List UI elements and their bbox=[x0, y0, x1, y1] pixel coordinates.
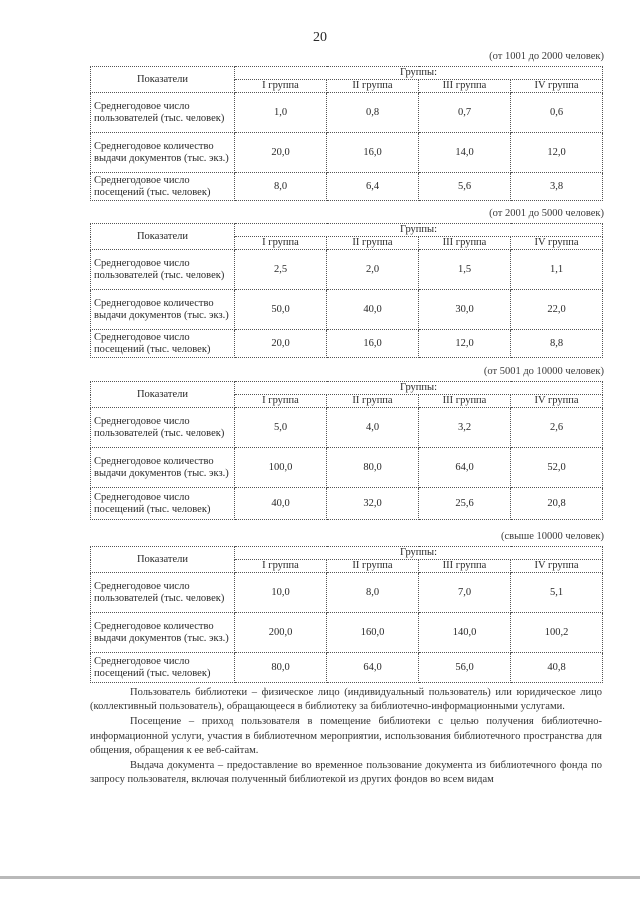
row-label: Среднегодовое число посещений (тыс. человек) bbox=[91, 173, 235, 201]
row-label: Среднегодовое количество выдачи документов (тыс. экз.) bbox=[91, 448, 235, 488]
groups-header: Группы: bbox=[235, 382, 603, 395]
scan-bottom-edge bbox=[0, 876, 640, 879]
table-range-caption: (от 2001 до 5000 человек) bbox=[489, 208, 604, 219]
table-range-caption: (от 1001 до 2000 человек) bbox=[489, 51, 604, 62]
table-row bbox=[91, 93, 603, 133]
row-label: Среднегодовое число посещений (тыс. человек) bbox=[91, 488, 235, 520]
value-cell: 140,0 bbox=[419, 613, 511, 653]
value-cell: 2,0 bbox=[327, 250, 419, 290]
row-label: Среднегодовое число посещений (тыс. человек) bbox=[91, 330, 235, 358]
value-cell: 30,0 bbox=[419, 290, 511, 330]
table-row bbox=[91, 250, 603, 290]
value-cell: 2,5 bbox=[235, 250, 327, 290]
value-cell: 20,0 bbox=[235, 330, 327, 358]
value-cell: 160,0 bbox=[327, 613, 419, 653]
value-cell: 5,1 bbox=[511, 573, 603, 613]
value-cell: 5,6 bbox=[419, 173, 511, 201]
table-row bbox=[91, 613, 603, 653]
row-label: Среднегодовое число пользователей (тыс. человек) bbox=[91, 573, 235, 613]
value-cell: 80,0 bbox=[235, 653, 327, 683]
table-row bbox=[91, 653, 603, 683]
value-cell: 3,2 bbox=[419, 408, 511, 448]
value-cell: 7,0 bbox=[419, 573, 511, 613]
definition-paragraph: Выдача документа – предоставление во временное пользование документа из библиотечного фонда по запросу пользователя, включая полученный библиотекой из других фондов во всем видам bbox=[90, 760, 602, 786]
value-cell: 25,6 bbox=[419, 488, 511, 520]
value-cell: 20,0 bbox=[235, 133, 327, 173]
value-cell: 4,0 bbox=[327, 408, 419, 448]
group-header: III группа bbox=[419, 560, 511, 573]
value-cell: 56,0 bbox=[419, 653, 511, 683]
row-label: Среднегодовое количество выдачи документов (тыс. экз.) bbox=[91, 613, 235, 653]
value-cell: 12,0 bbox=[419, 330, 511, 358]
groups-header: Группы: bbox=[235, 67, 603, 80]
group-header: III группа bbox=[419, 237, 511, 250]
group-header: II группа bbox=[327, 80, 419, 93]
value-cell: 14,0 bbox=[419, 133, 511, 173]
value-cell: 52,0 bbox=[511, 448, 603, 488]
indicators-header: Показатели bbox=[91, 547, 235, 573]
value-cell: 0,7 bbox=[419, 93, 511, 133]
groups-header: Группы: bbox=[235, 224, 603, 237]
table-row bbox=[91, 133, 603, 173]
value-cell: 100,2 bbox=[511, 613, 603, 653]
group-header: III группа bbox=[419, 80, 511, 93]
page-number: 20 bbox=[313, 30, 327, 45]
value-cell: 8,8 bbox=[511, 330, 603, 358]
group-header: IV группа bbox=[511, 80, 603, 93]
group-header: IV группа bbox=[511, 237, 603, 250]
value-cell: 0,8 bbox=[327, 93, 419, 133]
value-cell: 50,0 bbox=[235, 290, 327, 330]
value-cell: 40,0 bbox=[327, 290, 419, 330]
row-label: Среднегодовое число пользователей (тыс. человек) bbox=[91, 250, 235, 290]
value-cell: 20,8 bbox=[511, 488, 603, 520]
row-label: Среднегодовое число пользователей (тыс. человек) bbox=[91, 93, 235, 133]
value-cell: 32,0 bbox=[327, 488, 419, 520]
table-row bbox=[91, 573, 603, 613]
value-cell: 8,0 bbox=[327, 573, 419, 613]
table-row bbox=[91, 408, 603, 448]
group-header: I группа bbox=[235, 237, 327, 250]
definition-paragraph: Пользователь библиотеки – физическое лицо (индивидуальный пользователь) или юридическое лицо (коллективный пользователь), обращающееся в библиотеку за библиотечно-информационными услугами. bbox=[90, 687, 602, 713]
value-cell: 10,0 bbox=[235, 573, 327, 613]
value-cell: 80,0 bbox=[327, 448, 419, 488]
table-row bbox=[91, 173, 603, 201]
value-cell: 16,0 bbox=[327, 330, 419, 358]
library-groups-table bbox=[90, 223, 603, 358]
library-groups-table bbox=[90, 66, 603, 201]
library-groups-table bbox=[90, 381, 603, 520]
row-label: Среднегодовое число посещений (тыс. человек) bbox=[91, 653, 235, 683]
value-cell: 22,0 bbox=[511, 290, 603, 330]
definitions-text bbox=[90, 686, 602, 788]
row-label: Среднегодовое число пользователей (тыс. человек) bbox=[91, 408, 235, 448]
value-cell: 100,0 bbox=[235, 448, 327, 488]
value-cell: 1,0 bbox=[235, 93, 327, 133]
group-header: IV группа bbox=[511, 395, 603, 408]
library-groups-table bbox=[90, 546, 603, 683]
group-header: II группа bbox=[327, 560, 419, 573]
table-range-caption: (свыше 10000 человек) bbox=[500, 531, 604, 542]
indicators-header: Показатели bbox=[91, 382, 235, 408]
value-cell: 8,0 bbox=[235, 173, 327, 201]
group-header: I группа bbox=[235, 560, 327, 573]
value-cell: 64,0 bbox=[327, 653, 419, 683]
table-row bbox=[91, 488, 603, 520]
group-header: II группа bbox=[327, 237, 419, 250]
value-cell: 2,6 bbox=[511, 408, 603, 448]
table-row bbox=[91, 448, 603, 488]
value-cell: 1,5 bbox=[419, 250, 511, 290]
value-cell: 40,8 bbox=[511, 653, 603, 683]
value-cell: 12,0 bbox=[511, 133, 603, 173]
value-cell: 200,0 bbox=[235, 613, 327, 653]
value-cell: 1,1 bbox=[511, 250, 603, 290]
groups-header: Группы: bbox=[235, 547, 603, 560]
table-row bbox=[91, 330, 603, 358]
group-header: I группа bbox=[235, 395, 327, 408]
definition-paragraph: Посещение – приход пользователя в помещение библиотеки с целью получения библиотечно-информационной услуги, участия в библиотечном мероприятии, использования библиотечного пространства для общения, обращения к ее веб-сайтам. bbox=[90, 716, 602, 756]
group-header: II группа bbox=[327, 395, 419, 408]
group-header: III группа bbox=[419, 395, 511, 408]
value-cell: 64,0 bbox=[419, 448, 511, 488]
indicators-header: Показатели bbox=[91, 224, 235, 250]
indicators-header: Показатели bbox=[91, 67, 235, 93]
value-cell: 0,6 bbox=[511, 93, 603, 133]
table-row bbox=[91, 290, 603, 330]
value-cell: 16,0 bbox=[327, 133, 419, 173]
group-header: I группа bbox=[235, 80, 327, 93]
row-label: Среднегодовое количество выдачи документов (тыс. экз.) bbox=[91, 133, 235, 173]
group-header: IV группа bbox=[511, 560, 603, 573]
row-label: Среднегодовое количество выдачи документов (тыс. экз.) bbox=[91, 290, 235, 330]
value-cell: 40,0 bbox=[235, 488, 327, 520]
value-cell: 6,4 bbox=[327, 173, 419, 201]
value-cell: 3,8 bbox=[511, 173, 603, 201]
value-cell: 5,0 bbox=[235, 408, 327, 448]
table-range-caption: (от 5001 до 10000 человек) bbox=[483, 366, 604, 377]
